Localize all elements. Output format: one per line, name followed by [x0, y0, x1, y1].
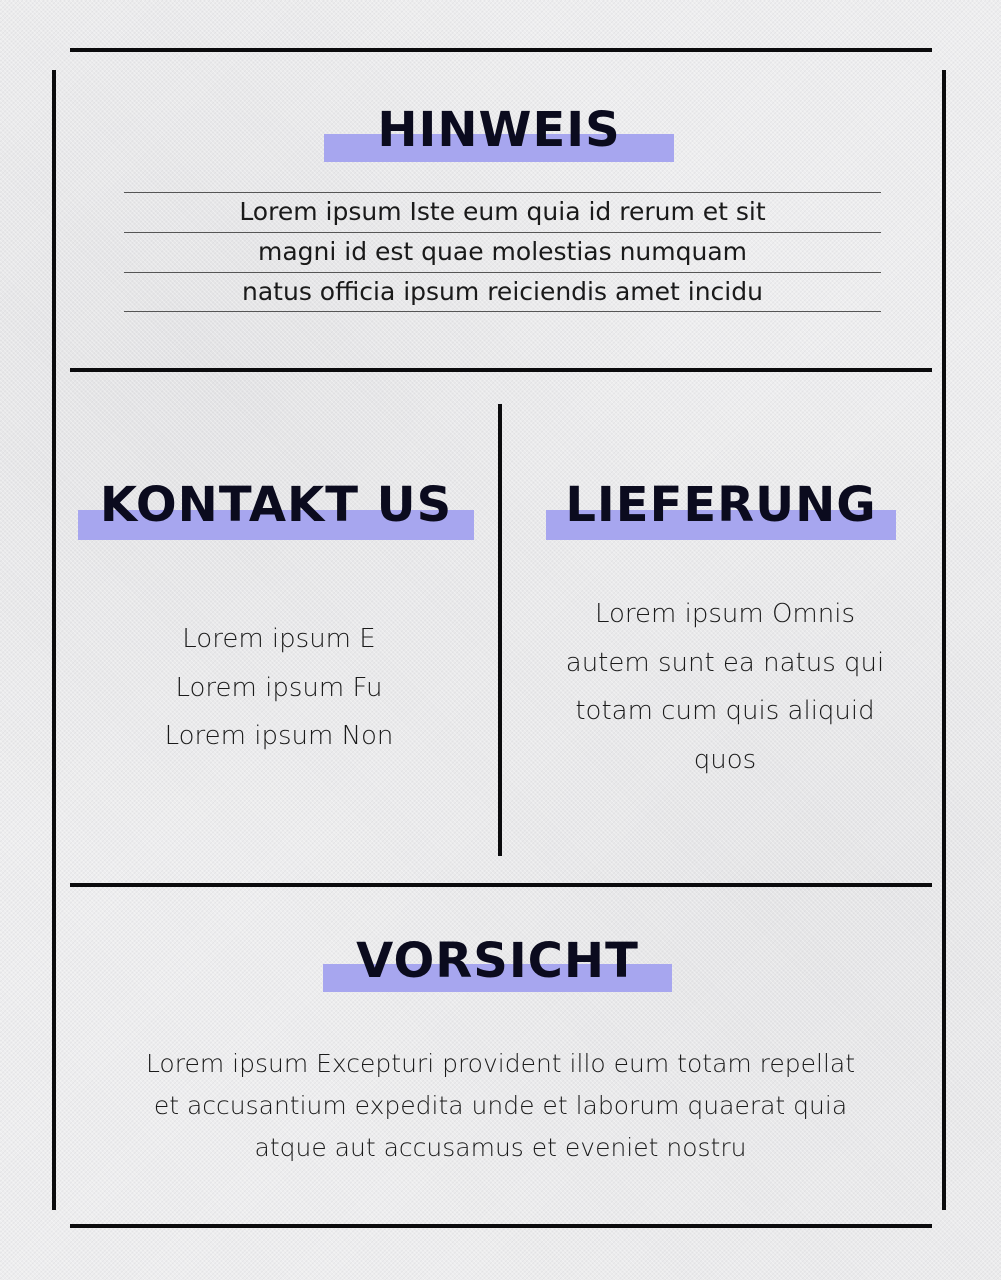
divider-after-hinweis	[70, 368, 932, 372]
top-border	[70, 48, 932, 52]
lieferung-heading-block	[546, 470, 896, 542]
lieferung-line-2: autem sunt ea natus qui	[565, 647, 885, 678]
hinweis-title: HINWEIS	[377, 102, 621, 158]
hinweis-line-1: Lorem ipsum Iste eum quia id rerum et sit	[239, 197, 766, 226]
vorsicht-line-1: Lorem ipsum Excepturi provident illo eum totam repellat	[145, 1049, 856, 1078]
lieferung-line-3: totam cum quis aliquid	[575, 696, 875, 726]
center-divider	[498, 404, 502, 856]
kontakt-body	[90, 615, 468, 761]
vorsicht-line-3: atque aut accusamus et eveniet nostru	[254, 1133, 747, 1162]
divider-before-vorsicht	[70, 883, 932, 887]
hinweis-line-3: natus officia ipsum reiciendis amet incidu	[242, 277, 763, 306]
hinweis-rule-4	[124, 311, 881, 312]
vorsicht-body	[110, 1043, 891, 1169]
kontakt-line-2: Lorem ipsum Fu	[175, 672, 383, 703]
right-border	[942, 70, 946, 1210]
lieferung-line-4: quos	[693, 744, 757, 775]
kontakt-heading-block	[78, 470, 474, 542]
vorsicht-title: VORSICHT	[356, 933, 639, 989]
lieferung-title: LIEFERUNG	[565, 477, 877, 533]
left-border	[52, 70, 56, 1210]
vorsicht-heading-block	[323, 928, 672, 998]
vorsicht-line-2: et accusantium expedita unde et laborum quaerat quia	[153, 1091, 848, 1120]
kontakt-title: KONTAKT US	[99, 477, 453, 533]
kontakt-line-3: Lorem ipsum Non	[164, 721, 394, 751]
hinweis-line-2: magni id est quae molestias numquam	[257, 237, 748, 266]
hinweis-heading-block	[324, 96, 674, 166]
lieferung-body	[540, 590, 910, 784]
lieferung-line-1: Lorem ipsum Omnis	[594, 599, 856, 629]
bottom-border	[70, 1224, 932, 1228]
kontakt-line-1: Lorem ipsum E	[182, 624, 376, 654]
